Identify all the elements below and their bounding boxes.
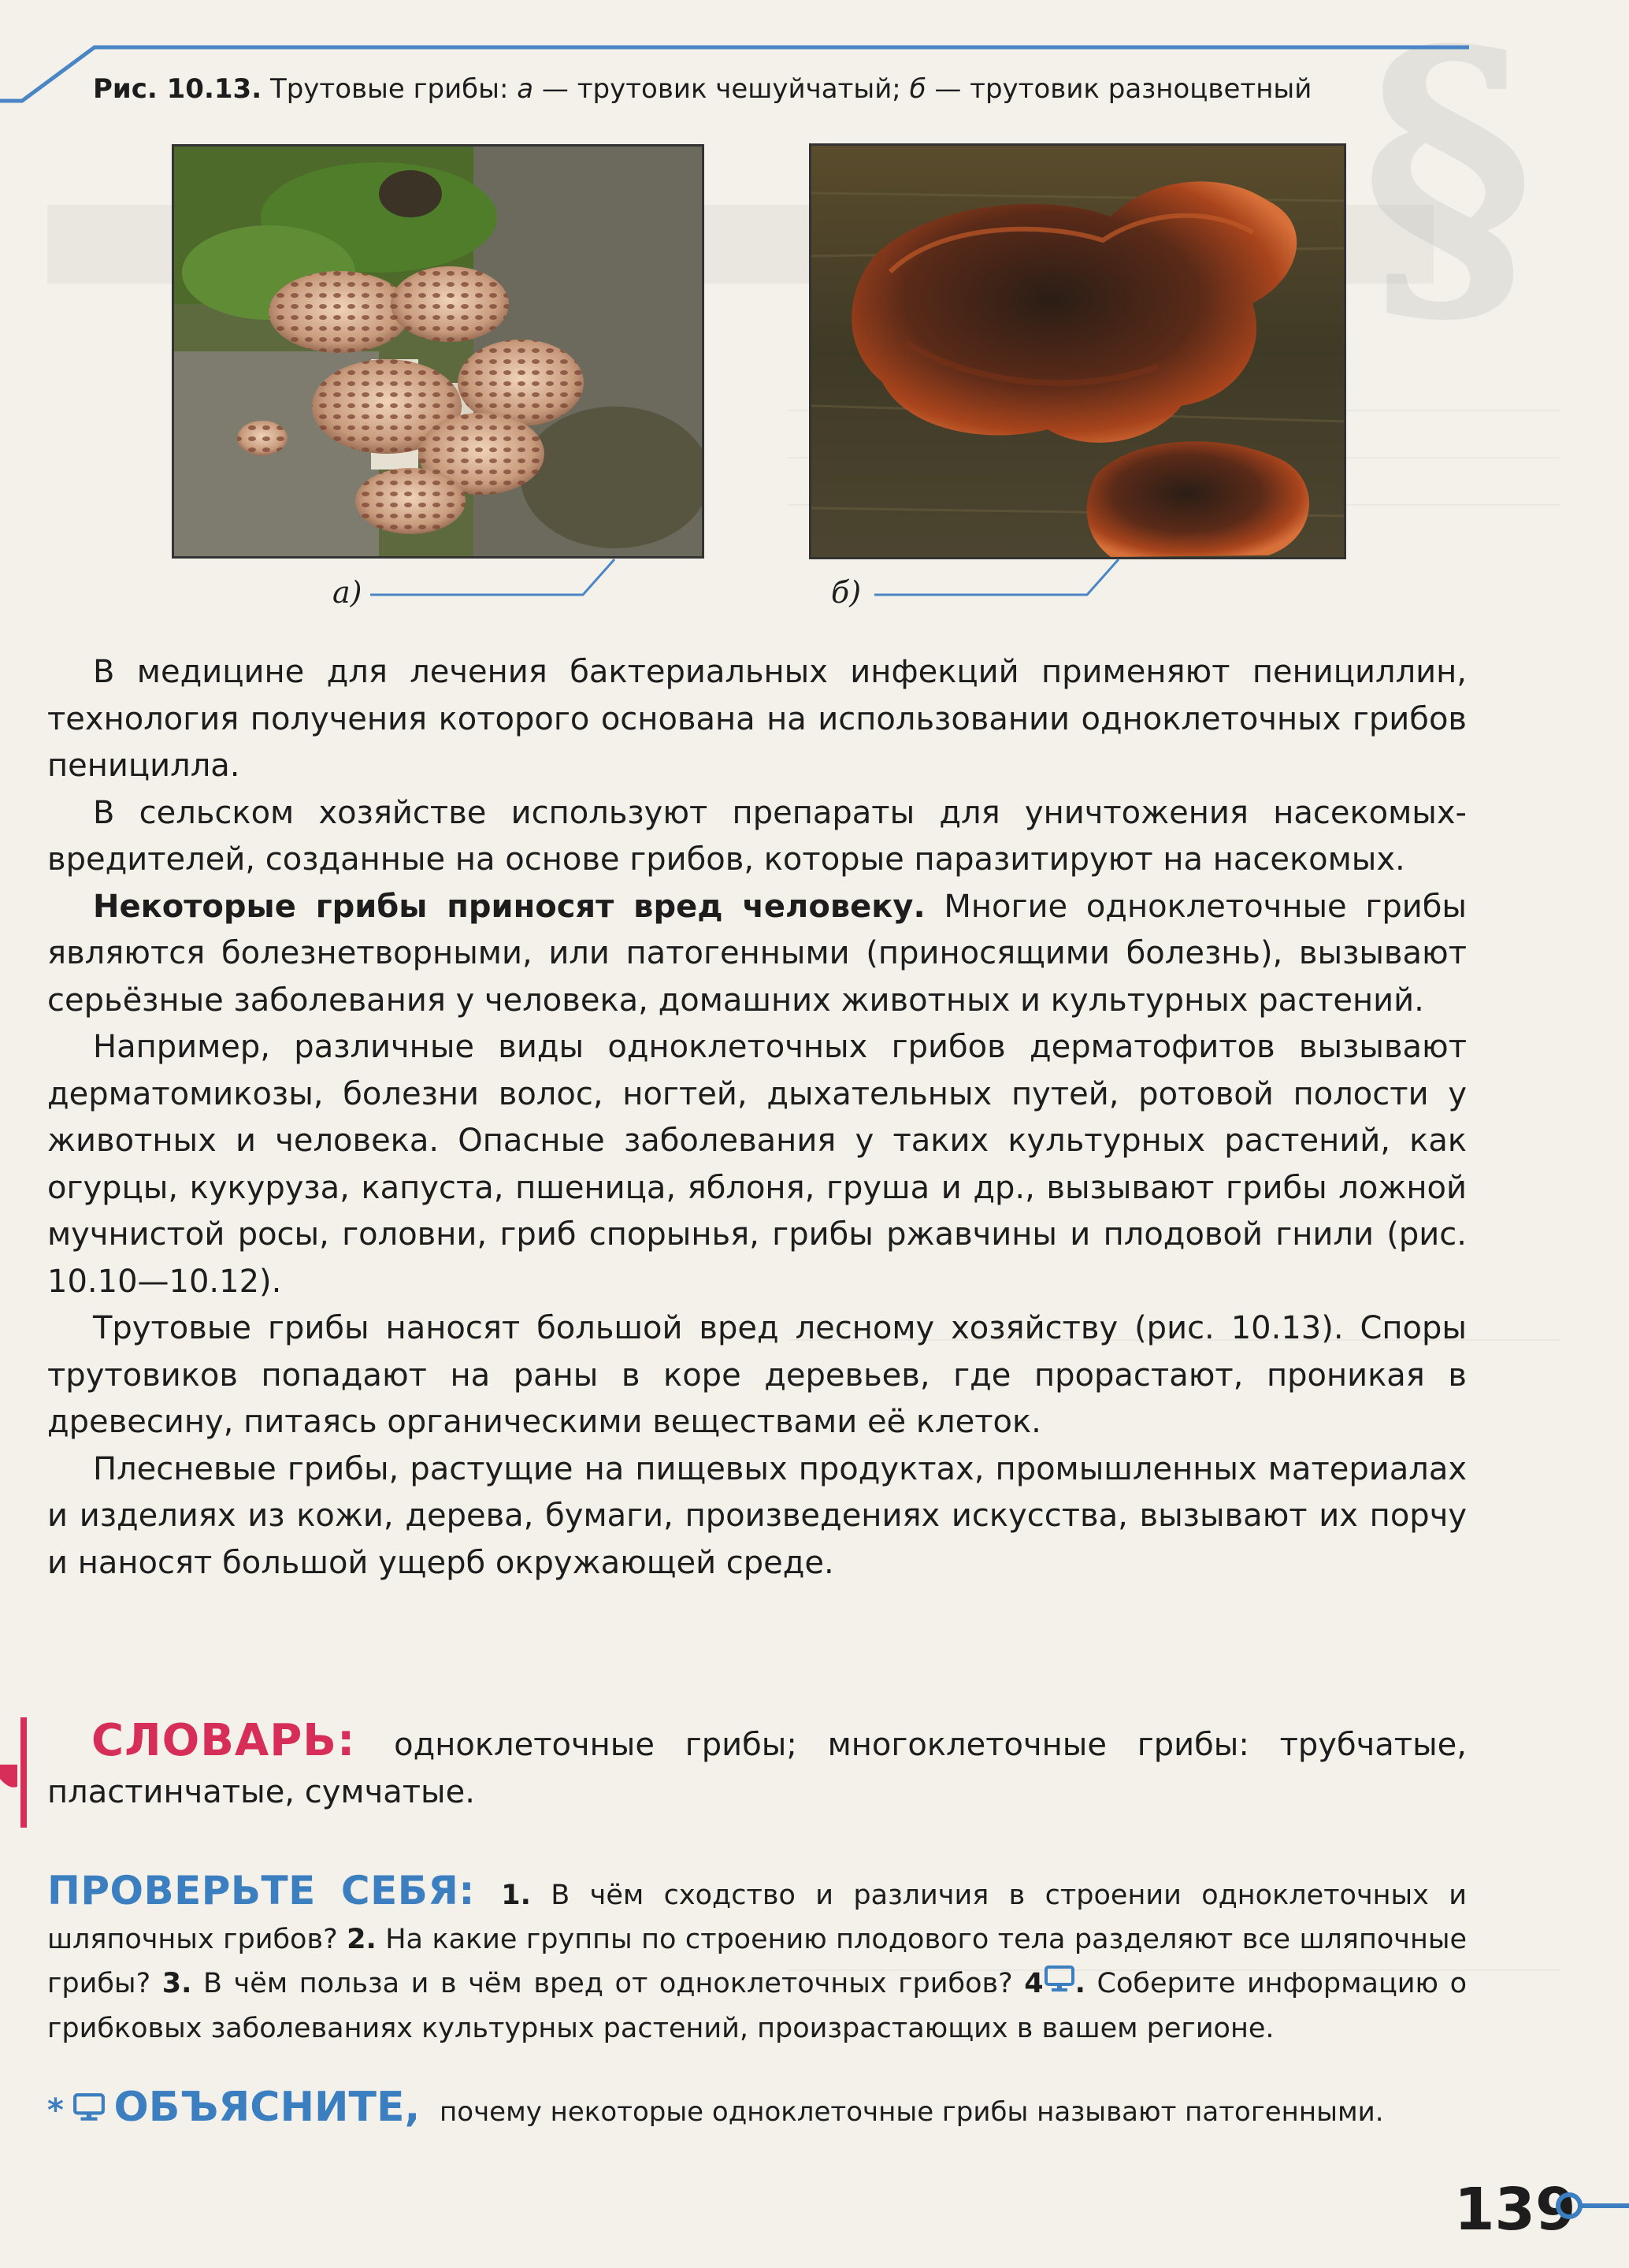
paragraph-harm-text: Многие одноклеточные грибы являются болезнетворными, или патогенными (приносящими болезнь), вызывают серьёзные заболевания у человека, домашних животных и культурных растений. [47, 888, 1467, 1019]
vocabulary [47, 1717, 1467, 1816]
caption-text: Трутовые грибы: [269, 73, 518, 105]
photo-turkey-tail-polypore [809, 143, 1346, 559]
photo-label-a: а) [332, 575, 362, 610]
computer-icon [72, 2086, 106, 2141]
figure-number: Рис. 10.13. [93, 73, 262, 105]
photo-label-lines [0, 544, 1629, 622]
vocabulary-title: СЛОВАРЬ: [91, 1715, 356, 1766]
paragraph-polypores: Трутовые грибы наносят большой вред лесному хозяйству (рис. 10.13). Споры трутовиков попадают на раны в коре деревьев, где прорастают, проникая в древесину, питаясь органическими веществами её клеток. [47, 1310, 1467, 1440]
question-1: В чём сходство и различия в строении одноклеточных и шляпочных грибов? [47, 1880, 1467, 1955]
explain-star: * [47, 2092, 64, 2129]
caption-letter-b: б [909, 73, 926, 105]
paragraph-dermatophytes: Например, различные виды одноклеточных грибов дерматофитов вызывают дерматомикозы, болезни волос, ногтей, дыхательных путей, ротовой полости у животных и человека. Опасные заболевания у таких культурных растений, как огурцы, кукуруза, капуста, пшеница, яблоня, груша и др., вызывают грибы ложной мучнистой росы, головни, гриб спорынья, грибы ржавчины и плодовой гнили (рис. 10.10—10.12). [47, 1029, 1467, 1300]
vocabulary-text: одноклеточные грибы; многоклеточные грибы: трубчатые, пластинчатые, сумчатые. [47, 1727, 1468, 1810]
question-3: В чём польза и в чём вред от одноклеточных грибов? [191, 1968, 1025, 1999]
question-4: Соберите информацию о грибковых заболеваниях культурных растений, произрастающих в вашем регионе. [47, 1968, 1467, 2044]
check-yourself-title: ПРОВЕРЬТЕ СЕБЯ: [47, 1868, 475, 1914]
page-number: 139 [1454, 2176, 1576, 2244]
question-2: На какие группы по строению плодового тела разделяют все шляпочные грибы? [47, 1924, 1467, 1999]
paragraph-harm-heading: Некоторые грибы приносят вред человеку. [93, 888, 926, 925]
caption-part-b: — трутовик разноцветный [926, 73, 1312, 105]
figure-caption [93, 69, 1479, 109]
caption-letter-a: а [517, 73, 534, 105]
explain-text: почему некоторые одноклеточные грибы называют патогенными. [440, 2096, 1384, 2128]
bleed-through-section-symbol: § [1361, 0, 1534, 367]
paragraph-molds: Плесневые грибы, растущие на пищевых продуктах, промышленных материалах и изделиях из кожи, дерева, бумаги, произведениях искусства, вызывают их порчу и наносят большой ущерб окружающей среде. [47, 1450, 1467, 1581]
question-4-dot: . [1074, 1968, 1085, 1999]
question-4-number: 4 [1024, 1968, 1044, 1999]
paragraph-harm [47, 884, 1467, 1025]
paragraph-medicine: В медицине для лечения бактериальных инфекций применяют пенициллин, технология получения которого основана на использовании одноклеточных грибов пеницилла. [47, 654, 1467, 784]
caption-part-a: — трутовик чешуйчатый; [533, 73, 910, 105]
explain-task [47, 2080, 1467, 2141]
photo-scaly-polypore [172, 144, 704, 559]
photo-label-b: б) [831, 575, 862, 610]
check-yourself [47, 1869, 1467, 2051]
explain-title: ОБЪЯСНИТЕ, [113, 2084, 421, 2131]
page-number-marker [1553, 2187, 1629, 2226]
paragraph-agriculture: В сельском хозяйстве используют препараты для уничтожения насекомых-вредителей, созданные на основе грибов, которые паразитируют на насекомых. [47, 794, 1467, 878]
computer-icon [1044, 1962, 1075, 2006]
question-3-number: 3. [161, 1968, 192, 1999]
main-text [47, 649, 1467, 1587]
question-1-number: 1. [501, 1880, 531, 1911]
question-2-number: 2. [347, 1924, 377, 1955]
